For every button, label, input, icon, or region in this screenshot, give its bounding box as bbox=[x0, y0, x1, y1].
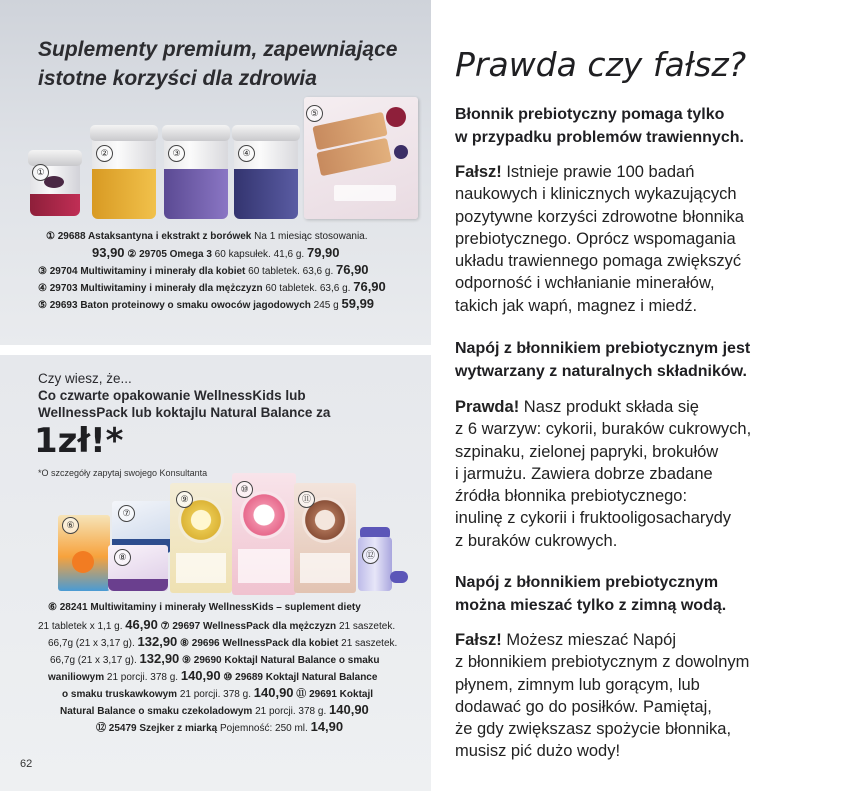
product-line: ⑫ 25479 Szejker z miarką Pojemność: 250 ml. 14,90 bbox=[96, 719, 344, 734]
price: 46,90 bbox=[125, 617, 158, 632]
product-line: o smaku truskawkowym 21 porcji. 378 g. 140,90 ⑪ 29691 Koktajl bbox=[62, 685, 374, 700]
intro-line: Czy wiesz, że... bbox=[38, 371, 132, 386]
answer-3: Fałsz! Możesz mieszać Napój z błonnikiem prebiotycznym z dowolnym płynem, zimnym lub gorącym, lub dodawać go do posiłków. Pamiętaj, że gdy zwiększasz spożycie błonnika, musisz pić dużo wody! bbox=[455, 629, 749, 763]
product-line: ① 29688 Astaksantyna i ekstrakt z borówek Na 1 miesiąc stosowania. bbox=[46, 231, 368, 242]
answer-line: płynem, zimnym lub gorącym, lub bbox=[455, 675, 700, 694]
page-number: 62 bbox=[20, 758, 33, 770]
product-line: 66,7g (21 x 3,17 g). 132,90 ⑧ 29696 WellnessPack dla kobiet 21 saszetek. bbox=[48, 634, 398, 649]
product-line: ⑤ 29693 Baton proteinowy o smaku owoców jagodowych 245 g 59,99 bbox=[38, 296, 375, 311]
promo-panel bbox=[0, 355, 431, 791]
badge-6: ⑥ bbox=[62, 517, 79, 534]
answer-label: Fałsz! bbox=[455, 631, 502, 649]
product-line: 93,90 ② 29705 Omega 3 60 kapsułek. 41,6 g. 79,90 bbox=[92, 245, 340, 260]
badge-2: ② bbox=[96, 145, 113, 162]
price: 79,90 bbox=[306, 245, 340, 260]
price: 59,99 bbox=[341, 296, 375, 311]
badge-11: ⑪ bbox=[298, 491, 315, 508]
answer-line: z błonnikiem prebiotycznym z dowolnym bbox=[455, 653, 750, 672]
answer-line: odporność i wchłanianie minerałów, bbox=[455, 274, 715, 293]
price: 132,90 bbox=[139, 651, 180, 666]
question-line: można mieszać tylko z zimną wodą. bbox=[455, 597, 727, 614]
product-line: ③ 29704 Multiwitaminy i minerały dla kobiet 60 tabletek. 63,6 g. 76,90 bbox=[38, 262, 369, 277]
answer-line: inulinę z cykorii i fruktooligosacharydy bbox=[455, 509, 732, 528]
price: 14,90 bbox=[310, 719, 344, 734]
answer-1: Fałsz! Istnieje prawie 100 badań naukowych i klinicznych wykazujących pozytywne korzyści zdrowotne błonnika prebiotycznego. Oprócz wspomagania układu trawiennego pomaga zwiększyć odporność i wchłanianie minerałów, takich jak wapń, magnez i miedź. bbox=[455, 161, 744, 317]
product-line: 66,7g (21 x 3,17 g). 132,90 ⑨ 29690 Koktajl Natural Balance o smaku bbox=[50, 651, 380, 666]
badge-7: ⑦ bbox=[118, 505, 135, 522]
intro-line: WellnessPack lub koktajlu Natural Balance za bbox=[38, 405, 331, 420]
badge-12: ⑫ bbox=[362, 547, 379, 564]
answer-line: że gdy zwiększasz spożycie błonnika, bbox=[455, 720, 732, 739]
badge-4: ④ bbox=[238, 145, 255, 162]
product-image-astaxanthin bbox=[30, 150, 80, 216]
product-image-natural-balance-chocolate bbox=[294, 483, 356, 593]
section-heading: Prawda czy fałsz? bbox=[455, 45, 747, 84]
answer-line: naukowych i klinicznych wykazujących bbox=[455, 185, 737, 204]
product-image-natural-balance-strawberry bbox=[232, 473, 296, 595]
badge-5: ⑤ bbox=[306, 105, 323, 122]
title-line: Suplementy premium, zapewniające bbox=[38, 38, 398, 61]
product-image-multivitamin-women bbox=[164, 123, 228, 219]
answer-line: prebiotycznego. Oprócz wspomagania bbox=[455, 229, 736, 248]
answer-label: Fałsz! bbox=[455, 163, 502, 181]
product-image-wellnesspack-women bbox=[108, 545, 168, 591]
promo-intro bbox=[38, 370, 330, 421]
product-image-natural-balance-vanilla bbox=[170, 483, 232, 593]
badge-9: ⑨ bbox=[176, 491, 193, 508]
product-image-omega3 bbox=[92, 123, 156, 219]
supplements-panel bbox=[0, 0, 431, 345]
question-3 bbox=[455, 571, 726, 617]
answer-line: z buraków cukrowych. bbox=[455, 531, 618, 550]
product-line: Natural Balance o smaku czekoladowym 21 porcji. 378 g. 140,90 bbox=[60, 702, 369, 717]
price: 140,90 bbox=[180, 668, 221, 683]
price: 132,90 bbox=[137, 634, 178, 649]
price: 76,90 bbox=[336, 262, 369, 277]
badge-1: ① bbox=[32, 164, 49, 181]
answer-line: źródła błonnika prebiotycznego: bbox=[455, 487, 688, 506]
question-line: w przypadku problemów trawiennych. bbox=[455, 129, 744, 146]
badge-10: ⑩ bbox=[236, 481, 253, 498]
product-line: waniliowym 21 porcji. 378 g. 140,90 ⑩ 29689 Koktajl Natural Balance bbox=[48, 668, 378, 683]
answer-line: takich jak wapń, magnez i miedź. bbox=[455, 296, 698, 315]
question-line: Napój z błonnikiem prebiotycznym bbox=[455, 574, 719, 591]
badge-8: ⑧ bbox=[114, 549, 131, 566]
product-line: ④ 29703 Multiwitaminy i minerały dla mężczyzn 60 tabletek. 63,6 g. 76,90 bbox=[38, 279, 386, 294]
answer-line: musisz pić dużo wody! bbox=[455, 742, 621, 761]
product-image-protein-bar bbox=[304, 97, 418, 219]
answer-line: dodawać go do posiłków. Pamiętaj, bbox=[455, 697, 712, 716]
question-line: Napój z błonnikiem prebiotycznym jest bbox=[455, 340, 751, 357]
intro-line: Co czwarte opakowanie WellnessKids lub bbox=[38, 388, 306, 403]
price: 140,90 bbox=[253, 685, 294, 700]
question-line: wytwarzany z naturalnych składników. bbox=[455, 363, 747, 380]
question-line: Błonnik prebiotyczny pomaga tylko bbox=[455, 106, 725, 123]
price: 93,90 bbox=[92, 245, 125, 260]
badge-3: ③ bbox=[168, 145, 185, 162]
panel-title bbox=[38, 35, 397, 93]
price: 76,90 bbox=[353, 279, 386, 294]
answer-label: Prawda! bbox=[455, 398, 520, 416]
price: 140,90 bbox=[329, 702, 369, 717]
question-2 bbox=[455, 337, 750, 383]
product-line: 21 tabletek x 1,1 g. 46,90 ⑦ 29697 WellnessPack dla mężczyzn 21 saszetek. bbox=[38, 617, 396, 632]
product-image-multivitamin-men bbox=[234, 123, 298, 219]
answer-line: z 6 warzyw: cykorii, buraków cukrowych, bbox=[455, 420, 752, 439]
footnote: *O szczegóły zapytaj swojego Konsultanta bbox=[38, 468, 208, 478]
question-1 bbox=[455, 103, 744, 149]
promo-price: 1zł!* bbox=[34, 421, 124, 461]
answer-line: i jarmużu. Zawiera dobrze zbadane bbox=[455, 464, 713, 483]
answer-2: Prawda! Nasz produkt składa się z 6 warzyw: cykorii, buraków cukrowych, szpinaku, zielonej papryki, brokułów i jarmużu. Zawiera dobrze zbadane źródła błonnika prebiotycznego: inulinę z cykorii i fruktooligosacharydy z buraków cukrowych. bbox=[455, 396, 751, 552]
product-image-wellnesskids bbox=[58, 515, 110, 591]
title-line: istotne korzyści dla zdrowia bbox=[38, 67, 317, 90]
answer-line: pozytywne korzyści zdrowotne błonnika bbox=[455, 207, 744, 226]
answer-line: układu trawiennego pomaga zwiększyć bbox=[455, 252, 742, 271]
product-line: ⑥ 28241 Multiwitaminy i minerały WellnessKids – suplement diety bbox=[48, 602, 361, 613]
product-image-shaker bbox=[356, 527, 410, 593]
answer-line: szpinaku, zielonej papryki, brokułów bbox=[455, 442, 719, 461]
